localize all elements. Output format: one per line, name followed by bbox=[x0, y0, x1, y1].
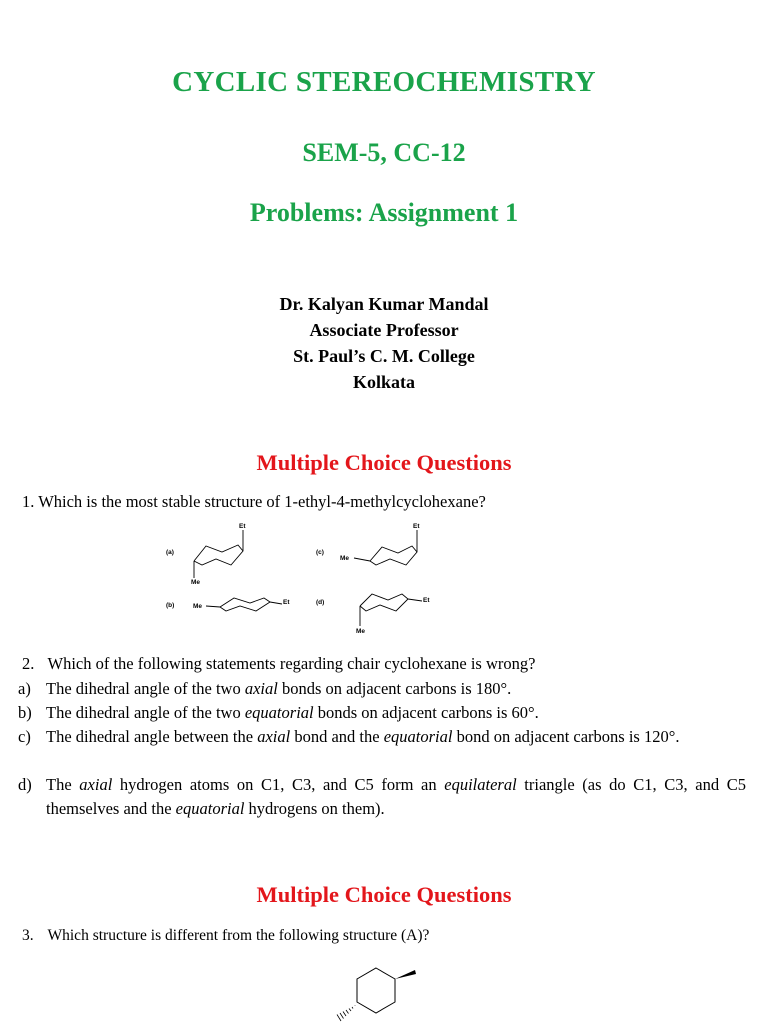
label-d-et: Et bbox=[423, 597, 430, 604]
section-heading-2: Multiple Choice Questions bbox=[256, 882, 512, 907]
author-block bbox=[0, 291, 768, 395]
q2-option-d: d) The axial hydrogen atoms on C1, C3, and C5 form an equilateral triangle (as do C1, C3, and C5 themselves and the equatorial hydrogens on them). bbox=[18, 775, 746, 818]
chair-b bbox=[206, 598, 282, 611]
question-3 bbox=[22, 924, 429, 948]
section-heading-1: Multiple Choice Questions bbox=[256, 450, 512, 475]
label-d: (d) bbox=[316, 599, 325, 606]
label-a-et: Et bbox=[239, 523, 246, 530]
label-d-me: Me bbox=[356, 628, 366, 635]
label-a: (a) bbox=[166, 549, 174, 556]
label-c: (c) bbox=[316, 549, 324, 556]
question-2-number: 2. bbox=[22, 654, 35, 673]
hashed-bond bbox=[337, 1005, 355, 1021]
course-code: SEM-5, CC-12 bbox=[302, 138, 466, 167]
question-2-text: Which of the following statements regarding chair cyclohexane is wrong? bbox=[47, 654, 536, 673]
page-title: CYCLIC STEREOCHEMISTRY bbox=[172, 66, 596, 98]
label-c-et: Et bbox=[413, 523, 420, 530]
q2-option-a: a) The dihedral angle of the two axial bonds on adjacent carbons is 180°. bbox=[18, 679, 512, 698]
label-a-me: Me bbox=[191, 579, 201, 586]
chair-c bbox=[354, 530, 417, 565]
question-1-number: 1. bbox=[22, 492, 35, 511]
q2-option-c: c) The dihedral angle between the axial bond and the equatorial bond on adjacent carbons is 120°. bbox=[18, 727, 680, 746]
question-1-structures bbox=[150, 518, 450, 640]
chair-d bbox=[360, 594, 422, 626]
author-city: Kolkata bbox=[352, 372, 415, 392]
question-3-number: 3. bbox=[22, 927, 34, 944]
question-1 bbox=[22, 490, 486, 514]
chair-a bbox=[194, 530, 243, 578]
author-college: St. Paul’s C. M. College bbox=[293, 346, 475, 366]
structure-a bbox=[320, 960, 430, 1024]
author-position: Associate Professor bbox=[309, 320, 459, 340]
label-c-me: Me bbox=[340, 555, 350, 562]
question-1-text: Which is the most stable structure of 1-ethyl-4-methylcyclohexane? bbox=[38, 492, 486, 511]
q2-option-b: b) The dihedral angle of the two equatorial bonds on adjacent carbons is 60°. bbox=[18, 703, 539, 722]
question-2 bbox=[22, 652, 742, 676]
label-b: (b) bbox=[166, 602, 175, 609]
label-b-et: Et bbox=[283, 599, 290, 606]
question-3-text: Which structure is different from the following structure (A)? bbox=[47, 927, 430, 944]
assignment-title: Problems: Assignment 1 bbox=[249, 198, 519, 227]
label-b-me: Me bbox=[193, 603, 203, 610]
wedge-bond bbox=[395, 970, 416, 979]
author-name: Dr. Kalyan Kumar Mandal bbox=[279, 294, 489, 314]
